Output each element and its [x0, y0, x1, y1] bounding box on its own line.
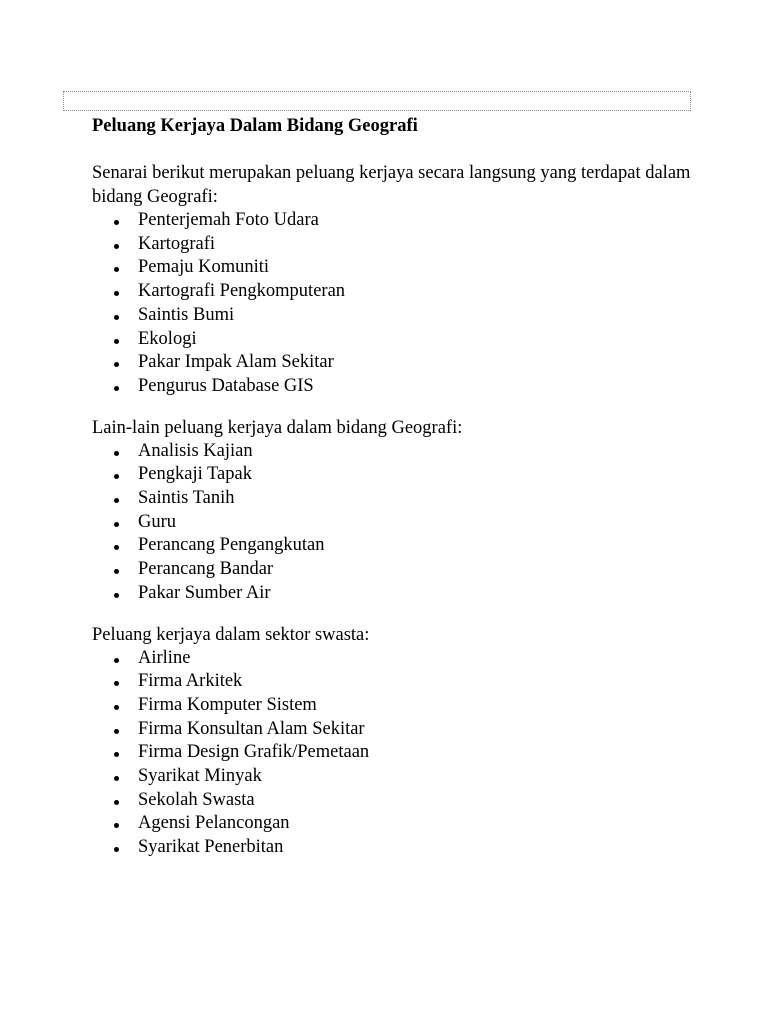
list-item: Pakar Impak Alam Sekitar	[92, 351, 712, 375]
bullet-icon	[114, 474, 119, 479]
list-item: Kartografi Pengkomputeran	[92, 280, 712, 304]
bullet-icon	[114, 752, 119, 757]
list-item: Pemaju Komuniti	[92, 256, 712, 280]
list-item: Syarikat Minyak	[92, 765, 712, 789]
list-item: Pakar Sumber Air	[92, 582, 712, 606]
list-item: Saintis Tanih	[92, 487, 712, 511]
bullet-icon	[114, 498, 119, 503]
bullet-icon	[114, 522, 119, 527]
bullet-icon	[114, 569, 119, 574]
list-item: Kartografi	[92, 233, 712, 257]
list-item: Analisis Kajian	[92, 440, 712, 464]
bullet-icon	[114, 244, 119, 249]
list-item: Firma Design Grafik/Pemetaan	[92, 741, 712, 765]
dotted-frame	[63, 91, 691, 111]
bullet-icon	[114, 386, 119, 391]
bullet-icon	[114, 451, 119, 456]
bullet-icon	[114, 593, 119, 598]
list-item: Pengkaji Tapak	[92, 463, 712, 487]
bullet-icon	[114, 291, 119, 296]
bullet-icon	[114, 339, 119, 344]
list-item: Sekolah Swasta	[92, 789, 712, 813]
list-item: Perancang Bandar	[92, 558, 712, 582]
bullet-icon	[114, 729, 119, 734]
bullet-icon	[114, 823, 119, 828]
list-item: Firma Komputer Sistem	[92, 694, 712, 718]
bullet-icon	[114, 362, 119, 367]
career-list-2	[92, 440, 712, 606]
bullet-icon	[114, 681, 119, 686]
list-item: Syarikat Penerbitan	[92, 836, 712, 860]
bullet-icon	[114, 776, 119, 781]
list-item: Ekologi	[92, 328, 712, 352]
section-intro-2: Lain-lain peluang kerjaya dalam bidang Geografi:	[92, 417, 463, 438]
bullet-icon	[114, 545, 119, 550]
list-item: Firma Konsultan Alam Sekitar	[92, 718, 712, 742]
bullet-icon	[114, 220, 119, 225]
list-item: Penterjemah Foto Udara	[92, 209, 712, 233]
list-item: Guru	[92, 511, 712, 535]
list-item: Agensi Pelancongan	[92, 812, 712, 836]
page-title: Peluang Kerjaya Dalam Bidang Geografi	[92, 116, 418, 136]
bullet-icon	[114, 267, 119, 272]
career-list-3	[92, 647, 712, 860]
bullet-icon	[114, 705, 119, 710]
bullet-icon	[114, 800, 119, 805]
list-item: Perancang Pengangkutan	[92, 534, 712, 558]
list-item: Airline	[92, 647, 712, 671]
section-intro-3: Peluang kerjaya dalam sektor swasta:	[92, 624, 370, 645]
bullet-icon	[114, 658, 119, 663]
list-item: Pengurus Database GIS	[92, 375, 712, 399]
document-body	[92, 114, 712, 860]
bullet-icon	[114, 847, 119, 852]
list-item: Saintis Bumi	[92, 304, 712, 328]
career-list-1	[92, 209, 712, 399]
section-intro-1: Senarai berikut merupakan peluang kerjaya secara langsung yang terdapat dalam bidang Geografi:	[92, 163, 691, 207]
list-item: Firma Arkitek	[92, 670, 712, 694]
bullet-icon	[114, 315, 119, 320]
